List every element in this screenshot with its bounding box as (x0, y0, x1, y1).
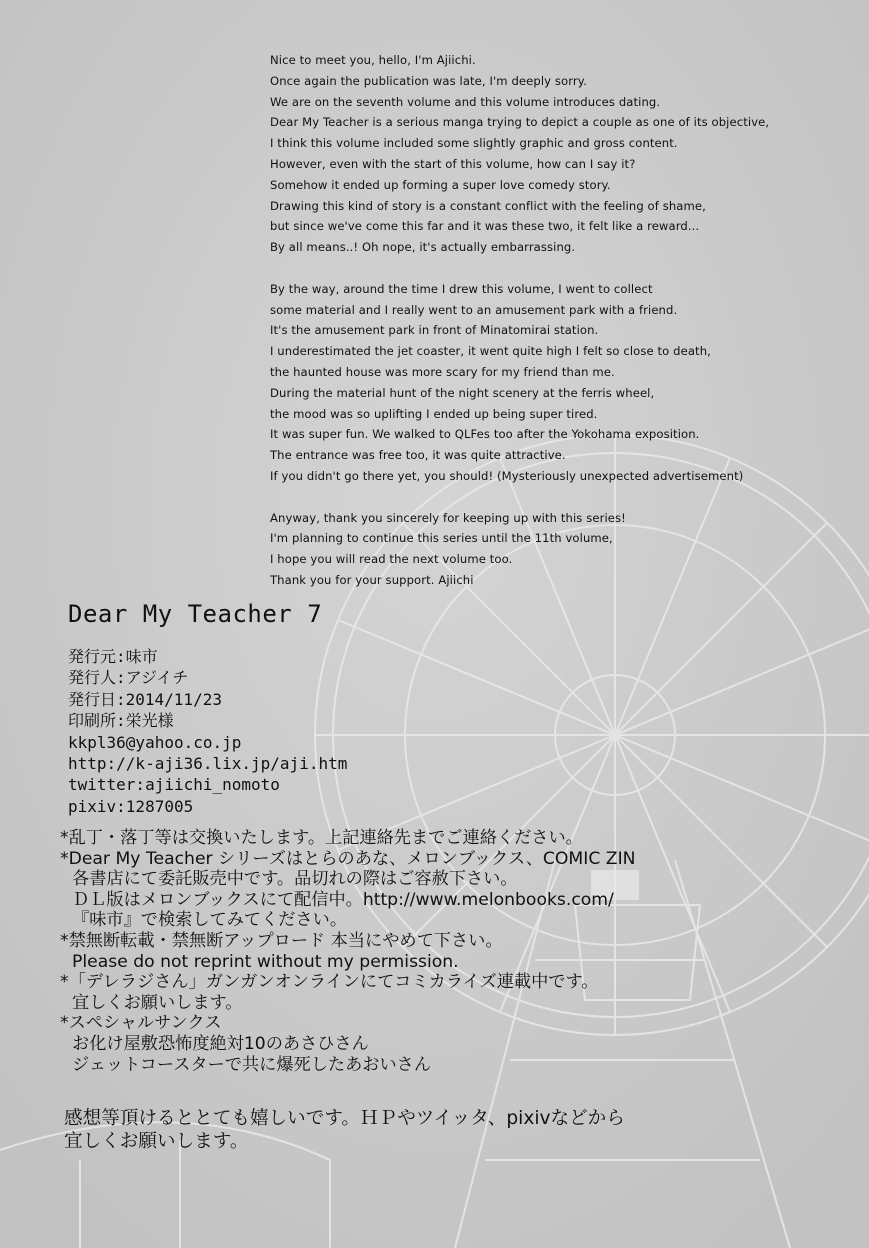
text-line: Drawing this kind of story is a constant conflict with the feeling of shame, (270, 198, 706, 213)
text-line: I think this volume included some slightly graphic and gross content. (270, 136, 678, 151)
text-line: Nice to meet you, hello, I'm Ajiichi. (270, 53, 476, 67)
note-line: ＤＬ版はメロンブックスにて配信中。http://www.melonbooks.com/ (72, 889, 614, 910)
colophon-website: http://k-aji36.lix.jp/aji.htm (68, 754, 348, 774)
text-line: If you didn't go there yet, you should! (Mysteriously unexpected advertisement) (270, 468, 744, 483)
afterword-paragraph-1 (270, 50, 860, 258)
text-line: the haunted house was more scary for my friend than me. (270, 364, 615, 379)
note-line: 各書店にて委託販売中です。品切れの際はご容赦下さい。 (72, 869, 518, 890)
afterword-text (270, 50, 860, 612)
afterword-paragraph-2 (270, 279, 860, 487)
text-line: the mood was so uplifting I ended up being super tired. (270, 406, 598, 421)
text-line: Thank you for your support. Ajiichi (270, 572, 474, 587)
closing-line: 感想等頂けるととても嬉しいです。ＨＰやツイッタ、pixivなどから (64, 1108, 625, 1129)
text-line: some material and I really went to an amusement park with a friend. (270, 302, 678, 317)
colophon-issuer: 発行人:アジイチ (68, 668, 189, 688)
note-line: お化け屋敷恐怖度絶対10のあさひさん (72, 1033, 369, 1054)
note-line: *禁無断転載・禁無断アップロード 本当にやめて下さい。 (60, 930, 503, 951)
text-line: It was super fun. We walked to QLFes too after the Yokohama exposition. (270, 427, 700, 442)
colophon (68, 646, 347, 817)
colophon-twitter: twitter:ajiichi_nomoto (68, 775, 280, 795)
note-line: Please do not reprint without my permission. (72, 951, 459, 972)
text-line: I underestimated the jet coaster, it went quite high I felt so close to death, (270, 344, 711, 359)
text-line: Anyway, thank you sincerely for keeping up with this series! (270, 510, 626, 525)
text-line: I'm planning to continue this series until the 11th volume, (270, 531, 613, 546)
book-title: Dear My Teacher 7 (68, 600, 323, 628)
note-line: 宜しくお願いします。 (72, 992, 243, 1013)
colophon-publisher: 発行元:味市 (68, 647, 158, 666)
text-line: By the way, around the time I drew this volume, I went to collect (270, 281, 653, 296)
text-line: By all means..! Oh nope, it's actually embarrassing. (270, 240, 576, 255)
note-line: *乱丁・落丁等は交換いたします。上記連絡先までご連絡ください。 (60, 828, 583, 848)
note-line: *「デレラジさん」ガンガンオンラインにてコミカライズ連載中です。 (60, 972, 599, 993)
text-line: but since we've come this far and it was these two, it felt like a reward... (270, 219, 700, 234)
text-line: However, even with the start of this volume, how can I say it? (270, 156, 636, 171)
note-line: *スペシャルサンクス (60, 1013, 222, 1034)
note-line: 『味市』で検索してみてください。 (72, 910, 348, 931)
closing-message (64, 1108, 625, 1153)
colophon-date: 発行日:2014/11/23 (68, 689, 222, 709)
note-line: ジェットコースターで共に爆死したあおいさん (72, 1054, 432, 1075)
closing-line: 宜しくお願いします。 (64, 1130, 249, 1152)
afterword-paragraph-3 (270, 508, 860, 591)
text-line: During the material hunt of the night scenery at the ferris wheel, (270, 385, 655, 400)
notes (60, 828, 636, 1075)
note-line: *Dear My Teacher シリーズはとらのあな、メロンブックス、COMIC ZIN (60, 848, 636, 869)
text-line: I hope you will read the next volume too. (270, 552, 513, 567)
colophon-email: kkpl36@yahoo.co.jp (68, 732, 242, 752)
text-line: It's the amusement park in front of Minatomirai station. (270, 323, 599, 338)
text-line: Somehow it ended up forming a super love comedy story. (270, 177, 611, 192)
text-line: The entrance was free too, it was quite attractive. (270, 448, 566, 463)
text-line: Once again the publication was late, I'm deeply sorry. (270, 73, 587, 88)
colophon-printer: 印刷所:栄光様 (68, 711, 174, 731)
colophon-pixiv: pixiv:1287005 (68, 796, 194, 816)
text-line: We are on the seventh volume and this volume introduces dating. (270, 94, 661, 109)
text-line: Dear My Teacher is a serious manga trying to depict a couple as one of its objective, (270, 115, 770, 130)
